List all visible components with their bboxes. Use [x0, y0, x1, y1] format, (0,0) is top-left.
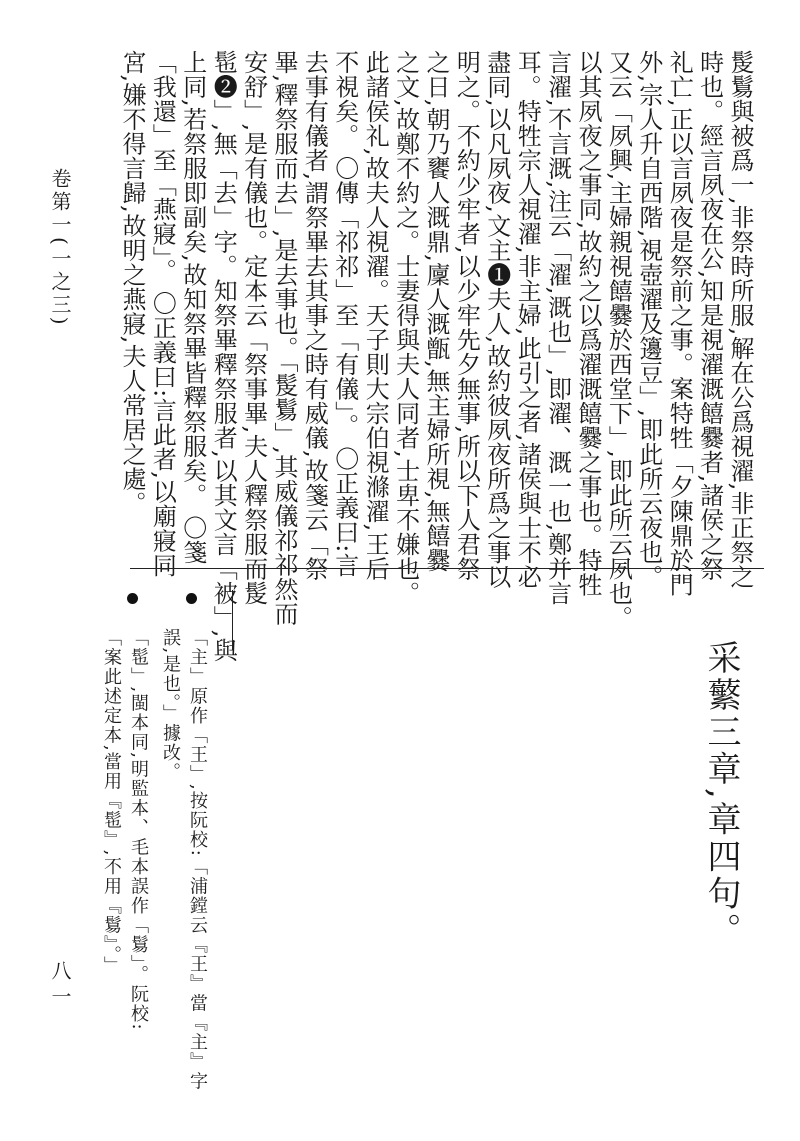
text-column: 外,宗人升自西階,視壺濯及籩豆」,即此所云夜也。	[634, 50, 663, 589]
text-column: 又云「夙興,主婦親視饎爨於西堂下」,即此所云夙也。	[604, 50, 633, 630]
text-column: 之文,故鄭不約之。士妻得與夫人同者,士卑不嫌也。	[391, 50, 420, 606]
text-column: 時也。經言夙夜在公,知是視濯溉饎爨者,諸侯之祭	[695, 50, 724, 581]
footnote-line: 「案此述定本,當用『髢』,不用『鬄』。」	[101, 628, 122, 976]
text-column: 上同,若祭服即副矣,故知祭畢皆釋祭服矣。 〇箋	[178, 50, 207, 565]
text-column: 去事有儀者,謂祭畢去其事之時有威儀,故箋云「祭	[300, 50, 329, 581]
text-column: 以其夙夜之事同,故約之以爲濯溉饎爨之事也。特牲	[574, 50, 602, 598]
footnote-marker-icon	[127, 593, 138, 604]
text-column: 礼亡,正以言夙夜是祭前之事。案特牲「夕陳鼎於門	[665, 50, 694, 598]
separator-rule	[130, 568, 764, 569]
text-column: 「我還」至「燕寢」。 〇正義曰:言此者,以廟寢同	[148, 50, 177, 578]
text-column: 安舒」,是有儀也。定本云「祭事畢,夫人釋祭服而髲	[239, 50, 268, 606]
text-column: 宮,嫌不得言歸,故明之燕寢,夫人常居之處。	[118, 50, 146, 516]
text-column: 此諸侯礼,故夫人視濯。天子則大宗伯視滌濯,王后	[361, 50, 390, 581]
footnote-marker-icon	[186, 593, 197, 604]
text-column: 髢❷」,無「去」字。知祭畢釋祭服者,以其文言「被」,與	[209, 50, 238, 663]
footnote-line: 誤,是也。」據改。	[160, 628, 181, 783]
text-column: 明之。不約少牢者,以少牢先夕無事,所以下人君祭	[452, 50, 481, 581]
note-divider-rule	[232, 590, 233, 650]
footnote-line: 「髢」,閩本同,明監本、毛本誤作「鬄」。阮校:	[128, 628, 149, 1032]
footnote-line: 「主」原作「王」,按阮校:「浦鏜云『王』當『主』字	[187, 628, 208, 1092]
text-column: 耳。特牲宗人視濯,非主婦,此引之者,諸侯與士不必	[513, 50, 542, 589]
page-number: 八一	[48, 960, 72, 1012]
text-column: 盡同,以凡夙夜,文主❶夫人,故約彼夙夜所爲之事以	[482, 50, 511, 589]
text-column: 之日,朝乃饔人溉鼎,廩人溉甑,無主婦所視,無饎爨	[422, 50, 450, 573]
text-column: 言濯,不言溉,注云「濯,溉也」,即濯、溉一也,鄭并言	[543, 50, 572, 606]
text-column: 畢,釋祭服而去」,是去事也。「髲鬄」,其威儀祁祁然而	[270, 50, 298, 626]
text-column: 髲鬄與被爲一,非祭時所服,解在公爲視濯,非正祭之	[726, 50, 754, 589]
text-column: 不視矣。 〇傳「祁祁」至「有儀」。 〇正義曰:言	[330, 50, 359, 578]
running-header: 卷第一(一之三)	[48, 168, 72, 328]
chapter-summary: 采蘩三章,章四句。	[701, 640, 741, 950]
